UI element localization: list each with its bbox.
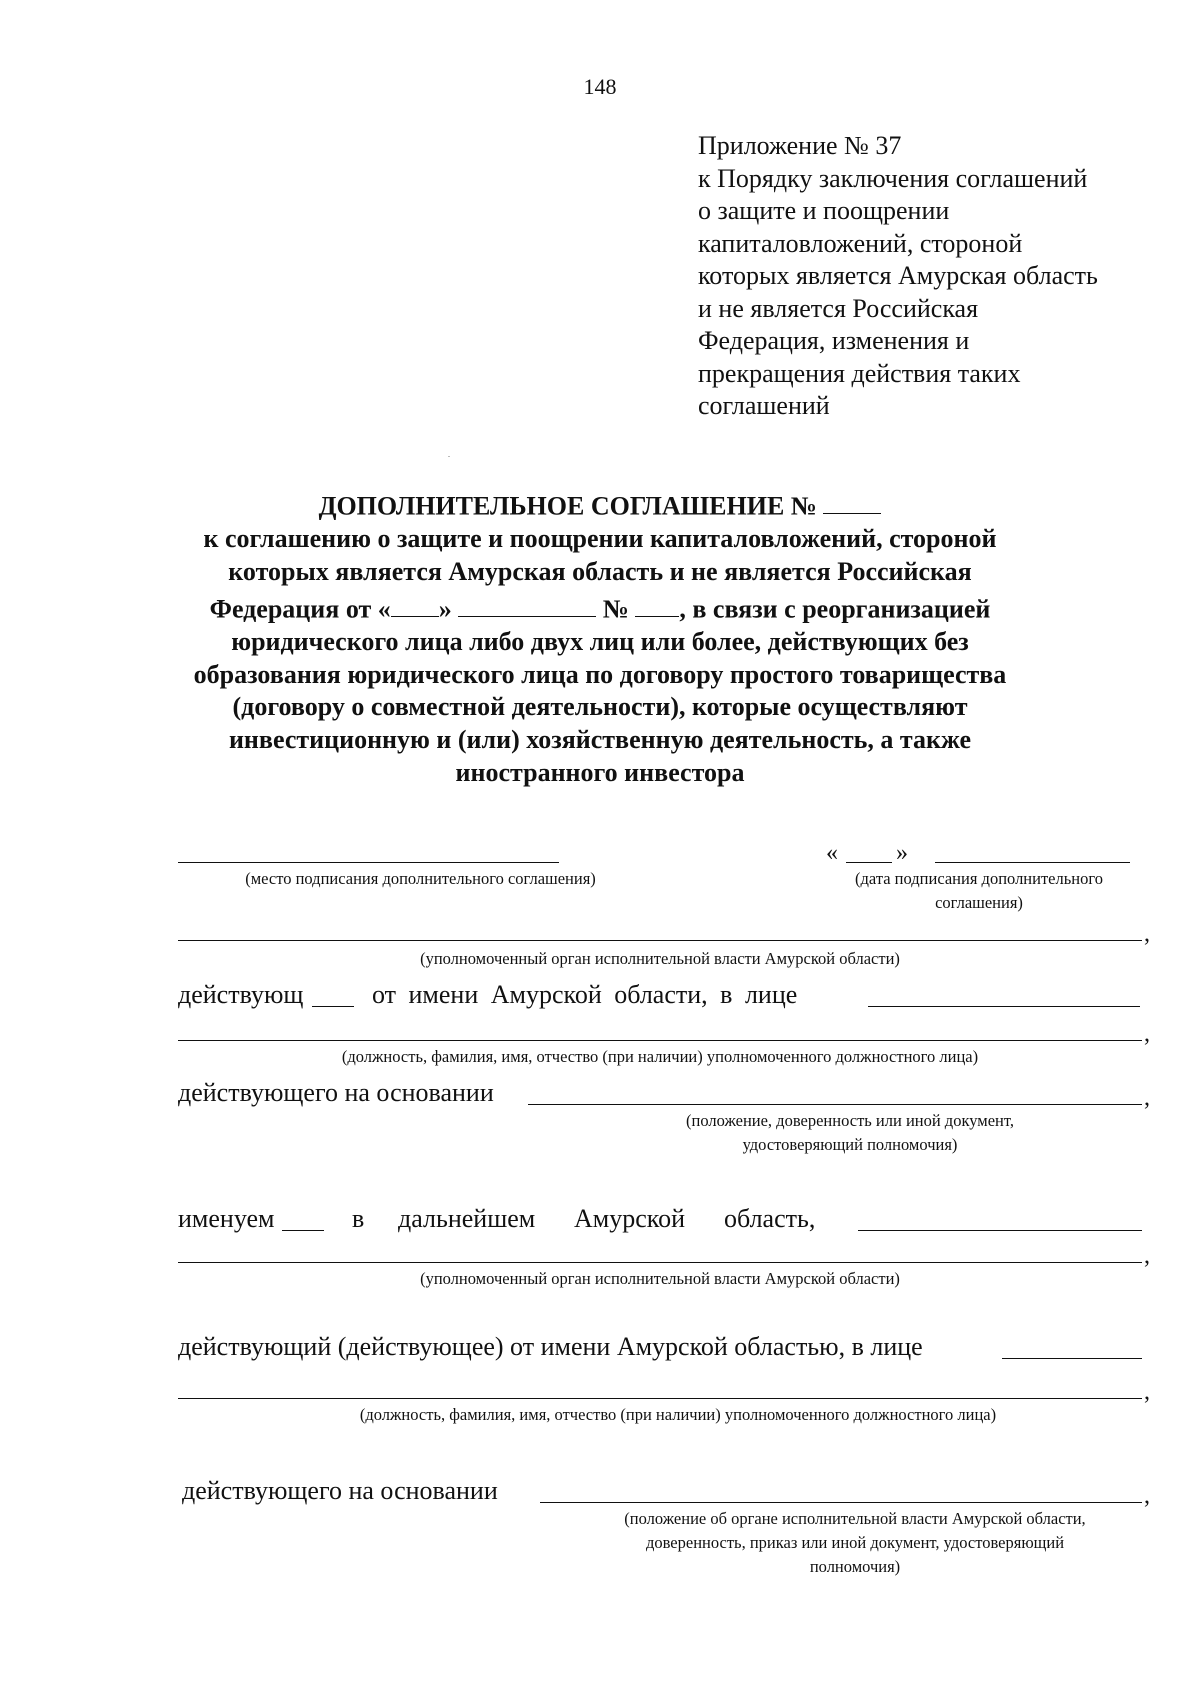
comma: , — [1144, 1379, 1150, 1405]
official-caption: (должность, фамилия, имя, отчество (при наличии) уполномоченного должностного лица) — [341, 1047, 979, 1066]
named-word-2: в — [352, 1204, 365, 1233]
comma: , — [1144, 1021, 1150, 1047]
authority-line[interactable] — [178, 940, 1142, 941]
date-close-quote: » — [896, 840, 908, 866]
appendix-line: прекращения действия таких — [698, 358, 1021, 388]
comma: , — [1144, 921, 1150, 947]
base-date-day-blank[interactable] — [391, 589, 439, 617]
basis-label-2: действующего на основании — [182, 1476, 498, 1505]
page-number: 148 — [583, 74, 617, 99]
basis-caption-2: удостоверяющий полномочия) — [742, 1135, 958, 1154]
base-number-blank[interactable] — [635, 589, 679, 617]
heading-line: инвестиционную и (или) хозяйственную деятельность, а также — [228, 725, 972, 755]
basis-line-2[interactable] — [540, 1502, 1142, 1503]
appendix-line: Приложение № 37 — [698, 131, 902, 160]
date-day-line[interactable] — [846, 862, 892, 863]
agreement-number-blank[interactable] — [823, 486, 881, 514]
document-heading — [0, 486, 1200, 790]
date-caption-2: соглашения) — [935, 893, 1023, 912]
acting-label: действующ — [178, 980, 304, 1009]
authority-caption: (уполномоченный орган исполнительной власти Амурской области) — [420, 949, 900, 968]
date-open-quote: « — [826, 840, 838, 866]
representative-line-2[interactable] — [1002, 1358, 1142, 1359]
basis-line[interactable] — [528, 1104, 1142, 1105]
basis-caption2-2: доверенность, приказ или иной документ, удостоверяющий — [645, 1533, 1065, 1552]
named-ending-blank[interactable] — [282, 1230, 324, 1231]
heading-title-row — [0, 486, 1200, 523]
heading-line3-a: Федерация от « — [209, 593, 391, 623]
basis-caption-1: (положение, доверенность или иной документ, — [686, 1111, 1014, 1130]
appendix-line: которых является Амурская область — [698, 261, 1098, 290]
heading-line3-d: , в связи с реорганизацией — [679, 593, 991, 623]
basis-caption2-3: полномочия) — [809, 1557, 901, 1576]
signing-place-caption: (место подписания дополнительного соглашения) — [245, 869, 596, 888]
heading-line: которых является Амурская область и не является Российская — [228, 556, 972, 586]
scan-speck — [448, 456, 450, 457]
base-date-month-blank[interactable] — [458, 589, 596, 617]
heading-line: к соглашению о защите и поощрении капиталовложений, стороной — [203, 524, 997, 554]
appendix-line: и не является Российская — [698, 293, 979, 323]
heading-line: (договору о совместной деятельности), которые осуществляют — [232, 692, 968, 722]
heading-date-row — [0, 589, 1200, 626]
heading-line: иностранного инвестора — [455, 757, 745, 787]
named-word-4: Амурской — [574, 1204, 685, 1233]
appendix-line: Федерация, изменения и — [698, 326, 970, 355]
representative-line[interactable] — [868, 1006, 1140, 1007]
signing-place-line[interactable] — [178, 862, 559, 863]
named-word-3: дальнейшем — [398, 1204, 536, 1233]
comma: , — [1144, 1243, 1150, 1269]
basis-caption2-1: (положение об органе исполнительной власти Амурской области, — [624, 1509, 1086, 1528]
named-word-5: область, — [724, 1204, 816, 1233]
heading-title: ДОПОЛНИТЕЛЬНОЕ СОГЛАШЕНИЕ № — [318, 491, 817, 521]
heading-line: образования юридического лица по договору простого товарищества — [193, 659, 1007, 689]
acting-ending-blank[interactable] — [312, 1006, 354, 1007]
authority-line-2[interactable] — [178, 1262, 1142, 1263]
official-caption-2: (должность, фамилия, имя, отчество (при наличии) уполномоченного должностного лица) — [359, 1405, 997, 1424]
comma: , — [1144, 1483, 1150, 1509]
official-line-2[interactable] — [178, 1398, 1142, 1399]
heading-line: юридического лица либо двух лиц или более, действующих без — [231, 626, 969, 656]
acting-label-2: действующий (действующее) от имени Амурской областью, в лице — [178, 1332, 923, 1361]
appendix-line: капиталовложений, стороной — [698, 228, 1023, 258]
date-month-year-line[interactable] — [935, 862, 1130, 863]
comma: , — [1144, 1085, 1150, 1111]
appendix-line: о защите и поощрении — [698, 196, 950, 225]
basis-label: действующего на основании — [178, 1078, 494, 1107]
acting-rest: от имени Амурской области, в лице — [372, 980, 798, 1009]
appendix-line: соглашений — [698, 391, 830, 420]
appendix-block — [698, 130, 1158, 423]
date-caption-1: (дата подписания дополнительного — [855, 869, 1103, 888]
heading-line3-b: » — [438, 593, 452, 623]
appendix-line: к Порядку заключения соглашений — [698, 163, 1088, 193]
authority-caption-2: (уполномоченный орган исполнительной власти Амурской области) — [420, 1269, 900, 1288]
heading-line3-c: № — [602, 593, 629, 623]
named-party-line[interactable] — [858, 1230, 1142, 1231]
official-line[interactable] — [178, 1040, 1142, 1041]
named-word-1: именуем — [178, 1204, 275, 1233]
